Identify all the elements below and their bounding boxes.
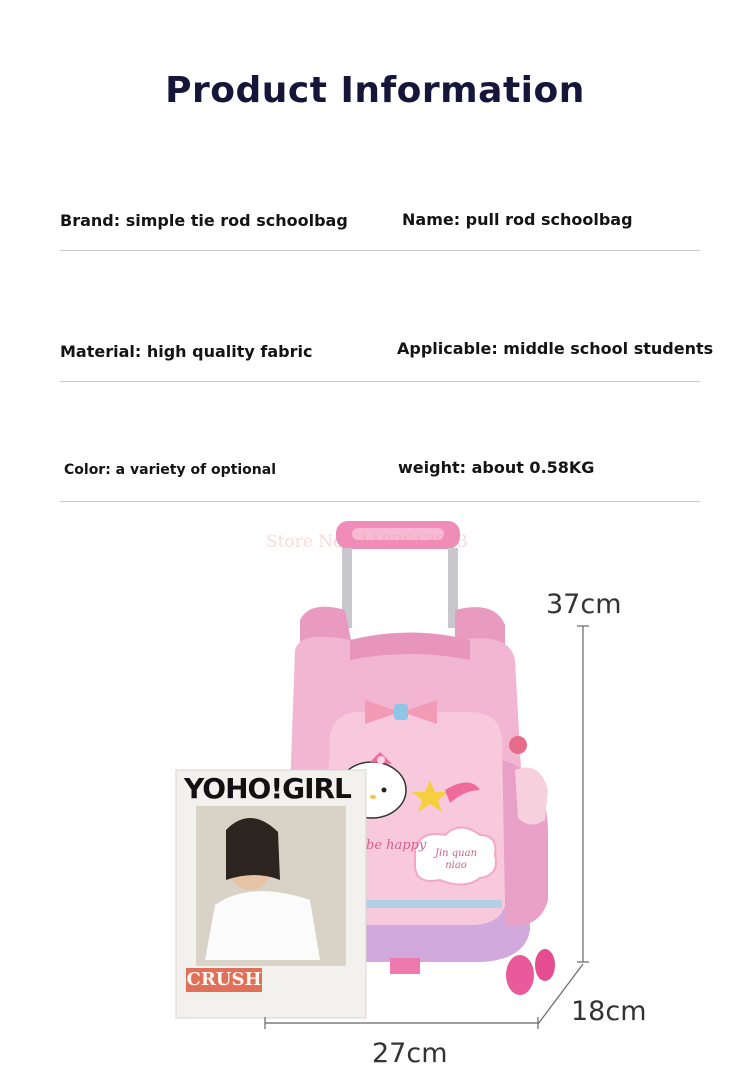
depth-label: 18cm <box>571 996 647 1027</box>
wheel <box>506 955 534 995</box>
width-label: 27cm <box>372 1038 448 1069</box>
magazine-cover-word: CRUSH <box>186 969 262 990</box>
weight-info: weight: about 0.58KG <box>398 458 595 477</box>
name-info: Name: pull rod schoolbag <box>402 210 633 229</box>
applicable-info: Applicable: middle school students <box>397 339 714 358</box>
bow-knot <box>394 704 408 720</box>
brand-info: Brand: simple tie rod schoolbag <box>60 211 348 230</box>
bag-badge-text: Jin quan niao <box>434 848 478 871</box>
page-title: Product Information <box>165 70 585 111</box>
store-watermark: Store No.: 1102613013 <box>266 532 468 552</box>
height-label: 37cm <box>546 589 622 620</box>
charm-ball <box>509 736 527 754</box>
bag-script-text: be happy <box>366 838 427 853</box>
color-info: Color: a variety of optional <box>64 462 277 478</box>
magazine-title: YOHO!GIRL <box>184 772 351 805</box>
material-info: Material: high quality fabric <box>60 342 313 361</box>
wheel <box>535 949 555 981</box>
unicorn-charm <box>515 768 548 825</box>
